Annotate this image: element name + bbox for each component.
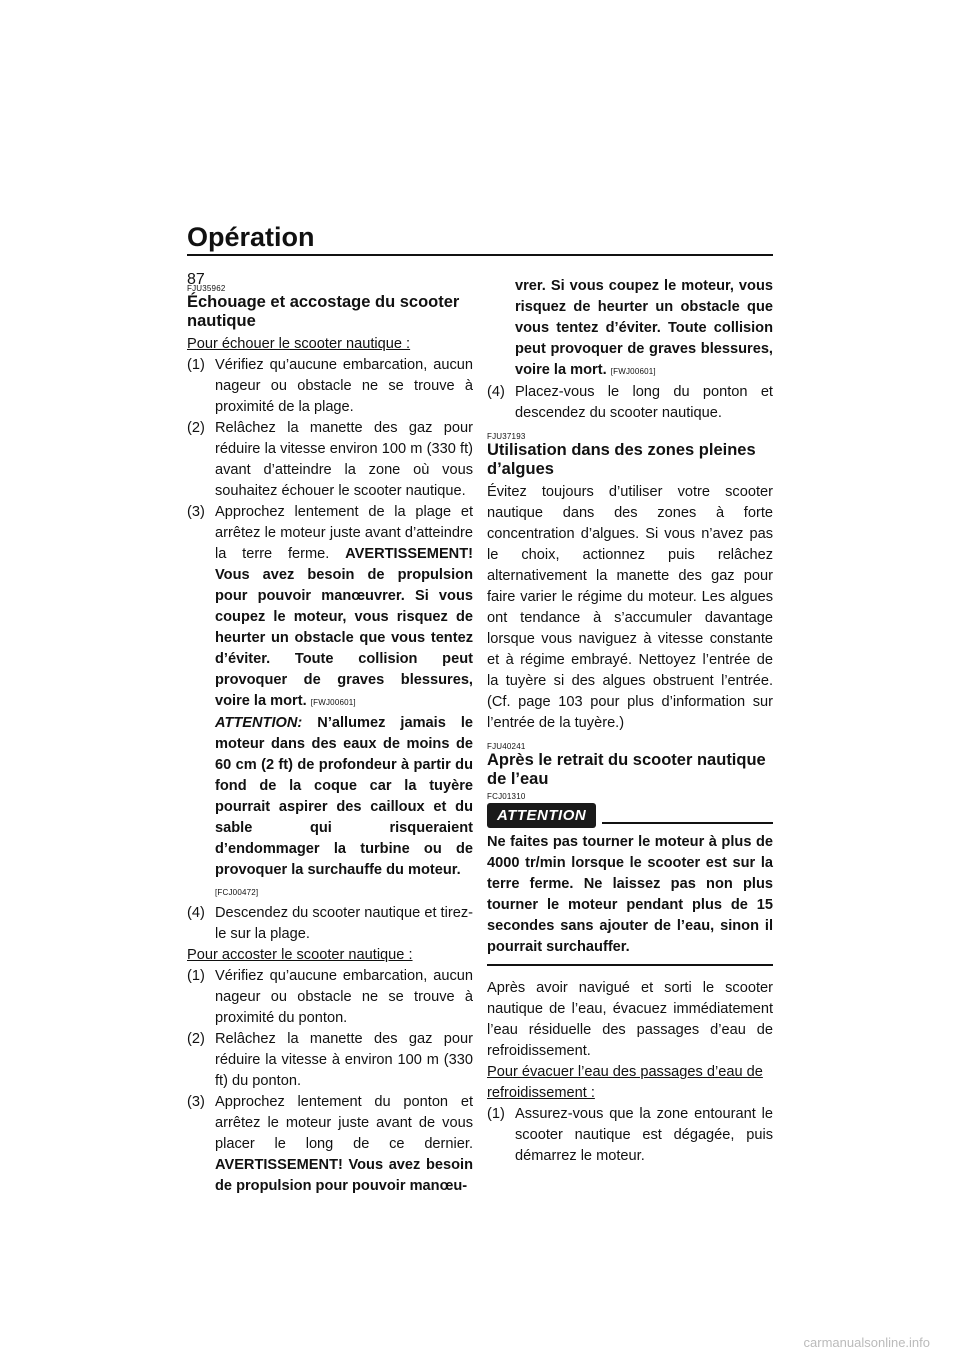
section-title: Utilisation dans des zones pleines d’algues xyxy=(487,441,756,478)
list-item xyxy=(187,502,473,903)
subheading-drain: Pour évacuer l’eau des passages d’eau de refroidissement : xyxy=(487,1064,763,1101)
list-item xyxy=(187,903,473,945)
step-number: (1) xyxy=(187,357,205,373)
list-item xyxy=(187,418,473,502)
section-code: FJU35962 xyxy=(187,284,226,293)
step-number: (1) xyxy=(187,968,205,984)
step-text: Relâchez la manette des gaz pour réduire la vitesse à environ 100 m (330 ft) du ponton. xyxy=(215,1031,473,1089)
page-number: 87 xyxy=(187,271,205,288)
warning-code: [FWJ00601] xyxy=(310,698,356,707)
step-text: Vérifiez qu’aucune embarcation, aucun nageur ou obstacle ne se trouve à proximité du ponton. xyxy=(215,968,473,1026)
step-text: Relâchez la manette des gaz pour réduire la vitesse environ 100 m (330 ft) avant d’atteindre la zone où vous souhaitez échouer le scooter nautique. xyxy=(215,420,473,499)
attention-inline-text: N’allumez jamais le moteur dans des eaux de moins de 60 cm (2 ft) de profondeur à partir du fond de la coque car la tuyère pourrait aspirer des cailloux et du sable qui risqueraient d’endommager la turbine ou de provoquer la surchauffe du moteur. xyxy=(215,715,473,878)
attention-code: [FCJ00472] xyxy=(215,888,259,897)
attention-box xyxy=(487,803,773,966)
step-number: (2) xyxy=(187,420,205,436)
step-text xyxy=(215,502,473,903)
section-code: FJU40241 xyxy=(487,742,526,751)
attention-inline-label: ATTENTION: xyxy=(215,715,303,731)
warning-text: AVERTISSEMENT! Vous avez besoin de propulsion pour pouvoir manœu- xyxy=(215,1157,473,1194)
header-rule xyxy=(187,254,773,256)
left-column xyxy=(187,276,473,1197)
step-body: Approchez lentement de la plage et arrêtez le moteur juste avant d’atteindre la terre ferme. xyxy=(215,504,473,562)
step-text xyxy=(215,1092,473,1197)
page-title: Opération xyxy=(187,222,315,252)
warning-text: vrer. Si vous coupez le moteur, vous risquez de heurter un obstacle que vous tentez d’éviter. Toute collision peut provoquer de graves blessures, voire la mort. xyxy=(515,278,773,378)
step-text: Descendez du scooter nautique et tirez-le sur la plage. xyxy=(215,905,473,942)
attention-label: ATTENTION xyxy=(487,803,596,828)
step-text: Placez-vous le long du ponton et descendez du scooter nautique. xyxy=(515,384,773,421)
step-number: (4) xyxy=(187,905,205,921)
step-number: (2) xyxy=(187,1031,205,1047)
list-item xyxy=(187,1029,473,1092)
right-column xyxy=(487,276,773,1167)
step-number: (1) xyxy=(487,1106,505,1122)
step-text: Vérifiez qu’aucune embarcation, aucun nageur ou obstacle ne se trouve à proximité de la plage. xyxy=(215,357,473,415)
watermark: carmanualsonline.info xyxy=(803,1335,930,1350)
step-number: (3) xyxy=(187,504,205,520)
list-item xyxy=(187,355,473,418)
attention-text: Ne faites pas tourner le moteur à plus de 4000 tr/min lorsque le scooter est sur la terre ferme. Ne laissez pas non plus tourner le moteur pendant plus de 15 secondes sans ajouter de l’eau, sinon il pourrait surchauffer. xyxy=(487,832,773,966)
paragraph: Après avoir navigué et sorti le scooter nautique de l’eau, évacuez immédiatement l’eau résiduelle des passages d’eau de refroidissement. xyxy=(487,980,773,1059)
warning-text: AVERTISSEMENT! Vous avez besoin de propulsion pour pouvoir manœuvrer. Si vous coupez le moteur, vous risquez de heurter un obstacle que vous tentez d’éviter. Toute collision peut provoquer de graves blessures, voire la mort. xyxy=(215,546,473,709)
subheading-dock: Pour accoster le scooter nautique : xyxy=(187,947,413,963)
section-code: FJU37193 xyxy=(487,432,526,441)
warning-code: [FWJ00601] xyxy=(610,367,656,376)
step-body: Approchez lentement du ponton et arrêtez le moteur juste avant de vous placer le long de ce dernier. xyxy=(215,1094,473,1152)
subheading-beach: Pour échouer le scooter nautique : xyxy=(187,336,411,352)
section-title: Échouage et accostage du scooter nautique xyxy=(187,293,460,330)
section-title: Après le retrait du scooter nautique de l’eau xyxy=(487,751,766,788)
attention-box-code: FCJ01310 xyxy=(487,792,526,801)
list-item-continued xyxy=(487,276,773,382)
step-number: (4) xyxy=(487,384,505,400)
step-text: Assurez-vous que la zone entourant le scooter nautique est dégagée, puis démarrez le moteur. xyxy=(515,1106,773,1164)
step-number: (3) xyxy=(187,1094,205,1110)
paragraph: Évitez toujours d’utiliser votre scooter nautique dans des zones à forte concentration d’algues. Si vous n’avez pas le choix, actionnez puis relâchez alternativement la manette des gaz pour faire varier le régime du moteur. Les algues ont tendance à s’accumuler davantage lorsque vous naviguez à vitesse constante et à régime embrayé. Nettoyez l’entrée de la tuyère si des algues obstruent l’entrée. (Cf. page 103 pour plus d’information sur l’entrée de la tuyère.) xyxy=(487,484,773,731)
list-item xyxy=(187,966,473,1029)
list-item xyxy=(487,1104,773,1167)
list-item xyxy=(487,382,773,424)
attention-rule xyxy=(602,822,773,824)
list-item xyxy=(187,1092,473,1197)
